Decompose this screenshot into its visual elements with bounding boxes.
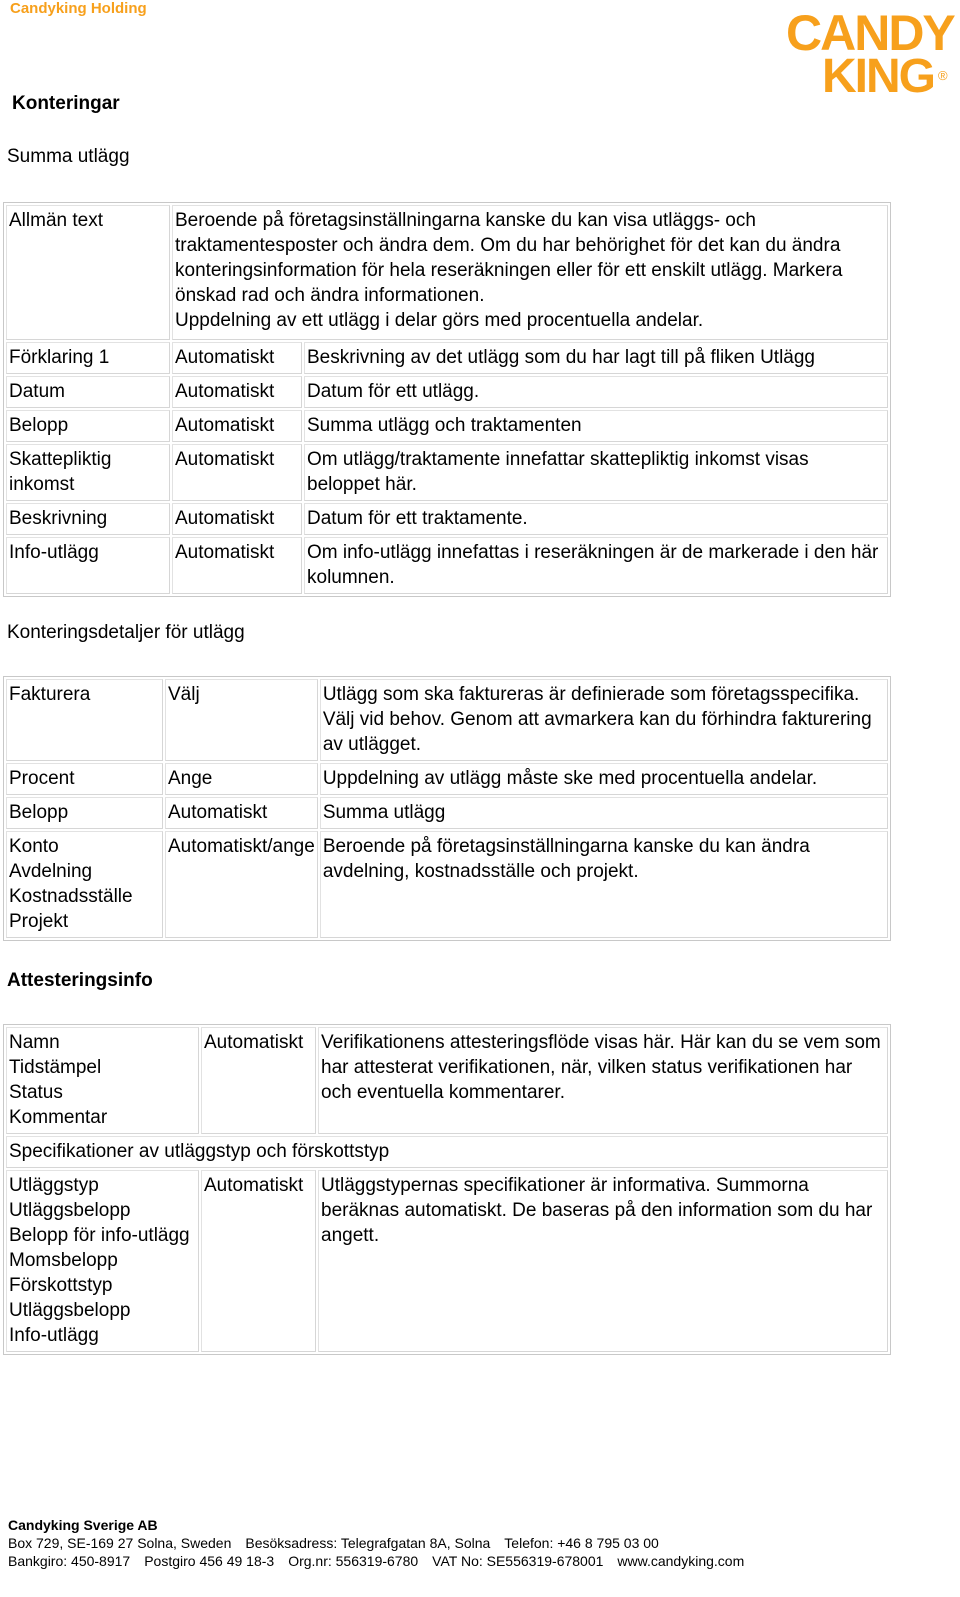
row-desc: Utläggstypernas specifikationer är informativa. Summorna beräknas automatiskt. De baseras på den information som du har angett. xyxy=(318,1170,888,1352)
footer-orgnr: Org.nr: 556319-6780 xyxy=(288,1553,419,1569)
footer-postgiro: Postgiro 456 49 18-3 xyxy=(144,1553,275,1569)
candyking-logo xyxy=(782,0,957,98)
row-mode: Automatiskt xyxy=(201,1170,316,1352)
row-mode: Automatiskt/ange xyxy=(165,831,318,938)
row-mode: Automatiskt xyxy=(172,444,302,501)
label-namn: Namn xyxy=(9,1032,60,1053)
label-avdelning: Avdelning xyxy=(9,861,93,882)
row-desc: Uppdelning av utlägg måste ske med procentuella andelar. xyxy=(320,763,888,795)
summa-table xyxy=(3,202,891,597)
account-labels xyxy=(6,831,163,938)
row-desc: Datum för ett traktamente. xyxy=(304,503,888,535)
table-row xyxy=(6,1136,888,1168)
general-label: Allmän text xyxy=(6,205,170,340)
section-attesteringsinfo: Attesteringsinfo xyxy=(7,970,153,991)
row-label: Beskrivning xyxy=(6,503,170,535)
row-desc: Datum för ett utlägg. xyxy=(304,376,888,408)
footer-web-link[interactable]: www.candyking.com xyxy=(617,1553,745,1569)
footer-address: Box 729, SE-169 27 Solna, Sweden xyxy=(8,1535,232,1551)
table-row xyxy=(6,831,888,938)
spec-labels xyxy=(6,1170,199,1352)
row-desc: Beroende på företagsinställningarna kanske du kan ändra avdelning, kostnadsställe och projekt. xyxy=(320,831,888,938)
footer-line-1 xyxy=(8,1534,744,1552)
attest-labels xyxy=(6,1027,199,1134)
page-title: Konteringar xyxy=(12,93,120,114)
table-row xyxy=(6,410,888,442)
row-desc: Summa utlägg xyxy=(320,797,888,829)
row-mode: Automatiskt xyxy=(165,797,318,829)
logo-registered-mark: ® xyxy=(938,68,948,83)
footer-company: Candyking Sverige AB xyxy=(8,1517,158,1533)
row-desc: Beskrivning av det utlägg som du har lagt till på fliken Utlägg xyxy=(304,342,888,374)
row-desc: Om utlägg/traktamente innefattar skattepliktig inkomst visas beloppet här. xyxy=(304,444,888,501)
row-label: Procent xyxy=(6,763,163,795)
row-desc: Summa utlägg och traktamenten xyxy=(304,410,888,442)
row-mode: Automatiskt xyxy=(172,410,302,442)
row-label: Datum xyxy=(6,376,170,408)
label-info-utlagg: Info-utlägg xyxy=(9,1325,99,1346)
table-row xyxy=(6,205,888,340)
footer-bankgiro: Bankgiro: 450-8917 xyxy=(8,1553,131,1569)
label-momsbelopp: Momsbelopp xyxy=(9,1250,118,1271)
row-label: Belopp xyxy=(6,410,170,442)
row-label: Belopp xyxy=(6,797,163,829)
label-status: Status xyxy=(9,1082,63,1103)
row-label: Förklaring 1 xyxy=(6,342,170,374)
row-desc: Om info-utlägg innefattas i reseräkningen är de markerade i den här kolumnen. xyxy=(304,537,888,594)
details-table xyxy=(3,676,891,941)
table-row xyxy=(6,342,888,374)
attest-table xyxy=(3,1024,891,1355)
label-utlaggsbelopp-2: Utläggsbelopp xyxy=(9,1300,131,1321)
table-row xyxy=(6,1027,888,1134)
label-konto: Konto xyxy=(9,836,59,857)
label-belopp-info-utlagg: Belopp för info-utlägg xyxy=(9,1225,190,1246)
general-paragraph: Beroende på företagsinställningarna kanske du kan visa utläggs- och traktamentesposter och ändra dem. Om du har behörighet för det kan du ändra konteringsinformation för hela reseräkningen eller för ett enskilt utlägg. Markera önskad rad och ändra informationen. xyxy=(175,210,843,306)
row-label: Skattepliktig inkomst xyxy=(6,444,170,501)
row-desc: Utlägg som ska faktureras är definierade som företagsspecifika. Välj vid behov. Genom att avmarkera kan du förhindra fakturering av utlägget. xyxy=(320,679,888,761)
table-row xyxy=(6,1170,888,1352)
row-mode: Automatiskt xyxy=(172,503,302,535)
table-row xyxy=(6,763,888,795)
table-row xyxy=(6,537,888,594)
table-row xyxy=(6,679,888,761)
footer-vat: VAT No: SE556319-678001 xyxy=(432,1553,604,1569)
label-projekt: Projekt xyxy=(9,911,69,932)
section-summa-utlagg: Summa utlägg xyxy=(7,146,130,167)
general-text xyxy=(172,205,888,340)
row-mode: Välj xyxy=(165,679,318,761)
row-label: Info-utlägg xyxy=(6,537,170,594)
footer-visit: Besöksadress: Telegrafgatan 8A, Solna xyxy=(245,1535,491,1551)
table-row xyxy=(6,503,888,535)
label-tidstampel: Tidstämpel xyxy=(9,1057,102,1078)
logo-line1: CANDY xyxy=(786,5,954,61)
footer xyxy=(8,1516,744,1570)
table-row xyxy=(6,797,888,829)
footer-line-2 xyxy=(8,1552,744,1570)
table-row xyxy=(6,376,888,408)
logo-line2: KING xyxy=(822,50,934,98)
row-mode: Automatiskt xyxy=(172,376,302,408)
company-name: Candyking Holding xyxy=(10,0,147,17)
table-row xyxy=(6,444,888,501)
label-kostnadsstalle: Kostnadsställe xyxy=(9,886,133,907)
footer-phone: Telefon: +46 8 795 03 00 xyxy=(504,1535,659,1551)
row-mode: Ange xyxy=(165,763,318,795)
label-utlaggsbelopp: Utläggsbelopp xyxy=(9,1200,131,1221)
general-paragraph-split: Uppdelning av ett utlägg i delar görs med procentuella andelar. xyxy=(175,310,704,331)
label-kommentar: Kommentar xyxy=(9,1107,108,1128)
spec-heading: Specifikationer av utläggstyp och förskottstyp xyxy=(6,1136,888,1168)
row-mode: Automatiskt xyxy=(172,537,302,594)
row-label: Fakturera xyxy=(6,679,163,761)
label-forskottstyp: Förskottstyp xyxy=(9,1275,113,1296)
section-konteringsdetaljer: Konteringsdetaljer för utlägg xyxy=(7,622,245,643)
label-utlaggstyp: Utläggstyp xyxy=(9,1175,99,1196)
row-desc: Verifikationens attesteringsflöde visas här. Här kan du se vem som har attesterat verifikationen, när, vilken status verifikationen har och eventuella kommentarer. xyxy=(318,1027,888,1134)
row-mode: Automatiskt xyxy=(172,342,302,374)
row-mode: Automatiskt xyxy=(201,1027,316,1134)
